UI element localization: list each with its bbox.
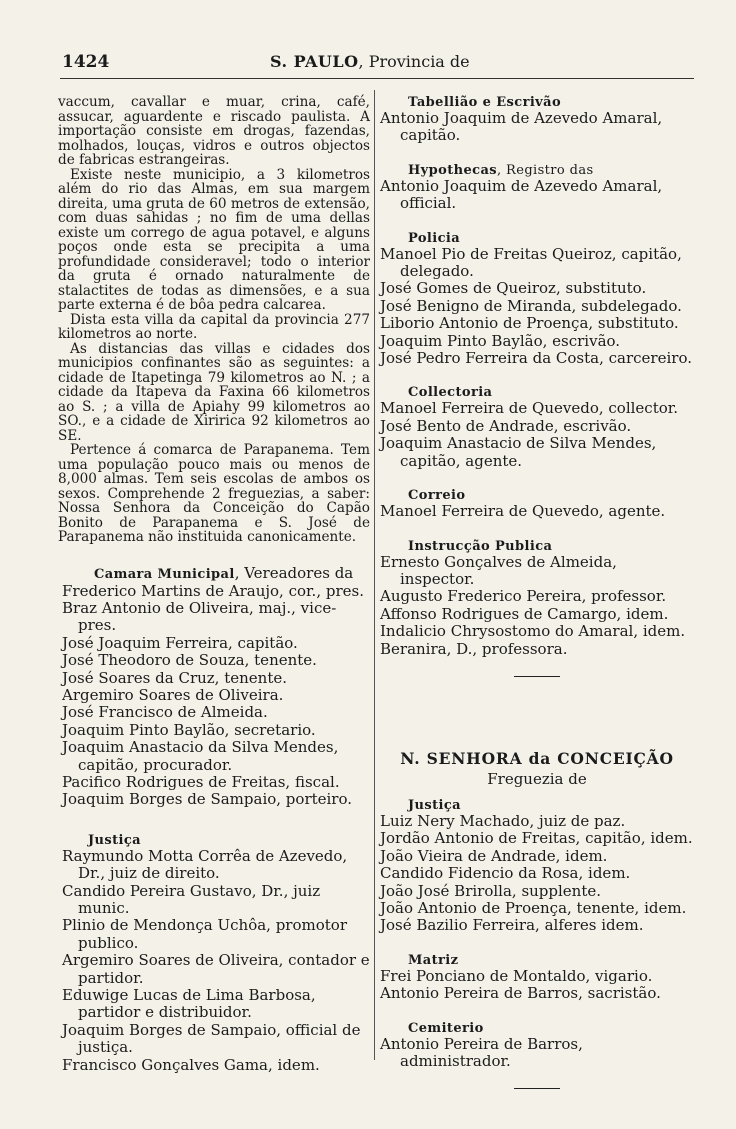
header-rule: [60, 78, 694, 79]
page-number: 1424: [62, 52, 110, 72]
list-item: João Antonio de Proença, tenente, idem.: [380, 898, 687, 917]
column-divider: [374, 90, 375, 1060]
description-paragraph: vaccum, cavallar e muar, crina, café, assucar, aguardente e riscado paulista. A importação consiste em drogas, fazendas, molhados, louças, vidros e outros objectos de fabricas estrangeiras.: [58, 94, 370, 168]
running-title: [270, 52, 470, 71]
description-paragraph: Dista esta villa da capital da provincia 277 kilometros ao norte.: [58, 311, 370, 342]
justica-list: [58, 848, 370, 1074]
list-item: Frei Ponciano de Montaldo, vigario.: [380, 966, 653, 985]
list-item: Eduwige Lucas de Lima Barbosa, partidor e distribuidor.: [62, 986, 316, 1022]
instruccao-heading: Instrucção Publica: [408, 538, 553, 554]
justica-heading: Justiça: [88, 832, 142, 848]
list-item: Joaquim Borges de Sampaio, official de justiça.: [62, 1020, 361, 1057]
description-paragraph: Existe neste municipio, a 3 kilometros além do rio das Almas, em sua margem direita, uma gruta de 60 metros de extensão, com duas sahidas ; no fim de uma dellas existe um corrego de agua potavel, e alguns poços onde esta se precipita a uma profundidade consideravel; todo o interior da gruta é ornado naturalmente de stalactites de todas as dimensões, e a sua parte externa é de bôa pedra calcarea.: [58, 166, 370, 313]
list-item: José Bazilio Ferreira, alferes idem.: [380, 916, 644, 935]
list-item: Antonio Joaquim de Azevedo Amaral, official.: [380, 176, 663, 213]
list-item: José Gomes de Queiroz, substituto.: [380, 279, 647, 298]
list-item: Indalicio Chrysostomo do Amaral, idem.: [380, 622, 686, 641]
list-item: Antonio Pereira de Barros, sacristão.: [380, 984, 661, 1003]
camara-list: [58, 583, 370, 809]
camara-subtitle: , Vereadores da: [234, 563, 354, 582]
list-item: Affonso Rodrigues de Camargo, idem.: [380, 604, 669, 623]
description-paragraph: Pertence á comarca de Parapanema. Tem uma população pouco mais ou menos de 8,000 almas. Tem seis escolas de ambos os sexos. Comprehende 2 freguezias, a saber: Nossa Senhora da Conceição do Capão Bonito de Parapanema e S. José de Parapanema não instituida canonicamente.: [58, 442, 370, 545]
list-item: Jordão Antonio de Freitas, capitão, idem.: [380, 829, 693, 848]
list-item: Joaquim Anastacio da Silva Mendes, capitão, procurador.: [62, 738, 339, 774]
list-item: José Soares da Cruz, tenente.: [62, 668, 287, 687]
list-item: José Benigno de Miranda, subdelegado.: [380, 296, 682, 315]
hypothecas-subtitle: , Registro das: [496, 162, 594, 178]
list-item: Joaquim Borges de Sampaio, porteiro.: [62, 790, 353, 809]
parish-title: N. SENHORA da CONCEIÇÃO: [400, 748, 674, 768]
hypothecas-heading: [378, 163, 696, 178]
list-item: Raymundo Motta Corrêa de Azevedo, Dr., juiz de direito.: [62, 846, 348, 883]
collectoria-heading: Collectoria: [408, 385, 493, 401]
list-item: Joaquim Pinto Baylão, escrivão.: [380, 331, 621, 350]
parish-justica-heading: Justiça: [408, 797, 462, 813]
cemiterio-heading: Cemiterio: [408, 1020, 484, 1036]
section-rule: [514, 676, 560, 677]
left-column: [58, 95, 370, 1074]
list-item: Ernesto Gonçalves de Almeida, inspector.: [380, 552, 617, 588]
municipality-description: [58, 95, 370, 545]
list-item: Antonio Joaquim de Azevedo Amaral, capitão.: [380, 109, 663, 145]
list-item: Manoel Ferreira de Quevedo, collector.: [380, 399, 679, 418]
list-item: Augusto Frederico Pereira, professor.: [380, 587, 667, 606]
description-paragraph: As distancias das villas e cidades dos municipios confinantes são as seguintes: a cidade de Itapetinga 79 kilometros ao N. ; a cidade da Itapeva da Faxina 66 kilometros ao S. ; a villa de Apiahy 99 kilometros ao SO., e a cidade de Xiririca 92 kilometros ao SE.: [58, 340, 370, 444]
list-item: Manoel Ferreira de Quevedo, agente.: [380, 502, 666, 521]
list-item: Joaquim Anastacio de Silva Mendes, capitão, agente.: [380, 434, 657, 470]
list-item: José Francisco de Almeida.: [62, 703, 268, 722]
list-item: João Vieira de Andrade, idem.: [380, 846, 608, 865]
list-item: Beranira, D., professora.: [380, 639, 568, 658]
matriz-heading: Matriz: [408, 952, 459, 968]
list-item: Pacifico Rodrigues de Freitas, fiscal.: [62, 772, 340, 791]
list-item: Luiz Nery Machado, juiz de paz.: [380, 811, 626, 830]
page-header: [0, 52, 736, 76]
camara-heading: [58, 565, 370, 583]
policia-heading: Policia: [408, 230, 461, 246]
parish-subtitle: Freguezia de: [487, 769, 587, 788]
correio-heading: Correio: [408, 488, 466, 504]
list-item: Manoel Pio de Freitas Queiroz, capitão, delegado.: [380, 244, 682, 281]
tabelliao-heading: Tabellião e Escrivão: [408, 95, 562, 110]
running-title-province: , Provincia de: [358, 52, 470, 71]
list-item: José Pedro Ferreira da Costa, carcereiro.: [380, 349, 692, 368]
camara-title: Camara Municipal: [94, 566, 235, 582]
list-item: Argemiro Soares de Oliveira.: [62, 685, 284, 704]
list-item: Francisco Gonçalves Gama, idem.: [62, 1055, 320, 1074]
list-item: Frederico Martins de Araujo, cor., pres.: [62, 581, 364, 600]
running-title-city: S. PAULO: [270, 52, 359, 71]
list-item: Antonio Pereira de Barros, administrador.: [380, 1034, 583, 1070]
list-item: Plinio de Mendonça Uchôa, promotor publico.: [62, 916, 347, 952]
right-column: [378, 95, 696, 1089]
list-item: José Joaquim Ferreira, capitão.: [62, 633, 298, 652]
list-item: Liborio Antonio de Proença, substituto.: [380, 314, 679, 333]
list-item: José Theodoro de Souza, tenente.: [62, 651, 317, 670]
list-item: Joaquim Pinto Baylão, secretario.: [62, 720, 316, 739]
list-item: Candido Fidencio da Rosa, idem.: [380, 864, 631, 883]
list-item: Argemiro Soares de Oliveira, contador e partidor.: [62, 951, 370, 987]
list-item: João José Brirolla, supplente.: [380, 881, 602, 900]
list-item: Braz Antonio de Oliveira, maj., vice-pres.: [62, 598, 337, 635]
list-item: José Bento de Andrade, escrivão.: [380, 416, 632, 435]
section-rule: [514, 1088, 560, 1089]
list-item: Candido Pereira Gustavo, Dr., juiz munic.: [62, 881, 321, 917]
hypothecas-title: Hypothecas: [408, 162, 497, 178]
